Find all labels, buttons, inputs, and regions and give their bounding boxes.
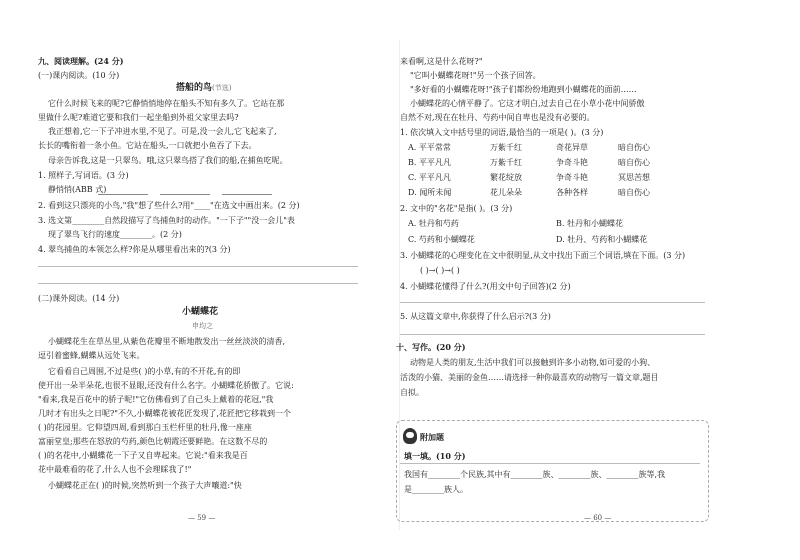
p1-question-1-example: 静悄悄(ABB 式) <box>48 185 107 194</box>
answer-line[interactable] <box>38 266 358 267</box>
p2-question-4: 4. 小蝴蝶花懂得了什么?(用文中句子回答)(2 分) <box>400 282 571 291</box>
p1-question-4: 4. 翠鸟捕鱼的本领怎么样?你是从哪里看出来的?(3 分) <box>38 245 231 254</box>
passage2-cont-line: "它叫小蝴蝶花呀!"另一个孩子回答。 <box>410 71 541 80</box>
option-word: 万紫千红 <box>490 158 522 167</box>
option-word: 各种各样 <box>556 188 588 197</box>
answer-line[interactable] <box>400 302 705 303</box>
passage2-cont-line: 小蝴蝶花的心情平静了。它这才明白,过去自己在小草小花中间骄傲 <box>410 99 645 108</box>
passage1-title: 搭船的鸟(节选) <box>176 83 232 93</box>
passage2-title: 小蝴蝶花 <box>182 307 219 317</box>
answer-line[interactable] <box>400 334 705 335</box>
q2-option-d[interactable]: D. 牡丹、芍药和小蝴蝶花 <box>556 235 648 244</box>
bonus-line[interactable]: 我国有________个民族,其中有________族、________族、________族等,我 <box>404 470 666 479</box>
part2-heading: (二)课外阅读。(14 分) <box>38 294 120 303</box>
passage2-author: 申均之 <box>192 322 213 330</box>
option-row-a[interactable] <box>408 142 708 153</box>
writing-prompt-line: 动物是人类的朋友,生活中我们可以接触到许多小动物,如可爱的小狗、 <box>410 358 656 367</box>
passage2-line: ( )的花园里。它仰望四周,看到那白玉栏杆里的牡丹,像一座座 <box>38 423 252 432</box>
passage2-cont-line: 来看啊,这是什么花呀?" <box>400 57 483 66</box>
p2-question-3-blanks[interactable]: ( )→( )→( ) <box>420 266 460 275</box>
p1-question-1: 1. 照样子,写词语。(3 分) <box>38 171 129 180</box>
writing-prompt-line: 活泼的小猫、美丽的金鱼……请选择一种你最喜欢的动物写一篇文章,题目 <box>400 373 659 382</box>
option-label: C. 平平凡凡 <box>408 173 451 182</box>
passage2-line: 小蝴蝶花正在( )的时候,突然听到一个孩子大声嚷道:"快 <box>48 481 242 490</box>
option-word: 争奇斗艳 <box>556 158 588 167</box>
option-row-b[interactable] <box>408 157 708 168</box>
writing-heading: 十、写作。(20 分) <box>396 342 466 352</box>
answer-blank[interactable] <box>222 194 272 195</box>
option-word: 奇花异草 <box>556 143 588 152</box>
bonus-divider <box>400 463 700 464</box>
passage2-cont-line: 自然不对,现在在牡丹、芍药中间自卑也是没有必要的。 <box>400 113 595 122</box>
p1-question-3: 3. 选文第________自然段描写了鸟捕鱼时的动作。"一下子""没一会儿"表 <box>38 216 295 225</box>
option-word: 花儿朵朵 <box>490 188 522 197</box>
q2-option-c[interactable]: C. 芍药和小蝴蝶花 <box>408 235 475 244</box>
answer-blank[interactable] <box>98 194 148 195</box>
option-label: D. 闻所未闻 <box>408 188 452 197</box>
passage2-line: 它看看自己周围,不过是些( )的小草,有的不开花,有的即 <box>48 367 241 376</box>
q2-option-b[interactable]: B. 牡丹和小蝴蝶花 <box>556 219 623 228</box>
answer-blank[interactable] <box>160 194 210 195</box>
passage2-line: 富丽堂皇;那些在怒放的芍药,颜色比朝霞还要鲜艳。在这数不尽的 <box>38 437 268 446</box>
option-label: A. 平平常常 <box>408 143 451 152</box>
option-row-d[interactable] <box>408 187 708 198</box>
passage1-line: 它什么时候飞来的呢?它静悄悄地停在船头不知有多久了。它站在那 <box>48 99 285 108</box>
passage1-line: 长长的嘴衔着一条小鱼。它站在船头,一口就把小鱼吞了下去。 <box>38 141 257 150</box>
bonus-mascot-icon <box>403 428 417 444</box>
passage2-line: ( )的名花中,小蝴蝶花一下子又自卑起来。它说:"看来我是百 <box>38 451 248 460</box>
passage1-line: 我正想着,它一下子冲进水里,不见了。可是,没一会儿,它飞起来了, <box>48 127 277 136</box>
p2-question-1: 1. 依次填入文中括号里的词语,最恰当的一项是( )。(3 分) <box>400 128 604 137</box>
passage2-line: 使开出一朵半朵花,也很不显眼,还没有什么名字。小蝴蝶花骄傲了。它说: <box>38 381 294 390</box>
p2-question-5: 5. 从这篇文章中,你获得了什么启示?(3 分) <box>400 312 551 321</box>
bonus-line[interactable]: 是________族人。 <box>404 485 468 494</box>
bonus-label: 附加题 <box>420 432 444 442</box>
option-word: 万紫千红 <box>490 143 522 152</box>
section-heading-reading: 九、阅读理解。(24 分) <box>38 56 124 66</box>
passage2-line: 花中最难看的花了,什么人也不会理睬我了!" <box>38 465 192 474</box>
option-word: 暗自伤心 <box>618 143 650 152</box>
option-word: 暗自伤心 <box>618 158 650 167</box>
p1-question-3-cont: 现了翠鸟飞行的速度________。(2 分) <box>48 230 182 239</box>
passage2-line: 小蝴蝶花生在草丛里,从紫色花瓣里不断地散发出一丝丝淡淡的清香, <box>48 337 286 346</box>
answer-line[interactable] <box>38 283 358 284</box>
page-number-left: — 59 — <box>188 514 216 522</box>
q2-option-a[interactable]: A. 牡丹和芍药 <box>408 219 459 228</box>
passage1-line: 母亲告诉我,这是一只翠鸟。哦,这只翠鸟搭了我们的船,在捕鱼吃呢。 <box>48 156 288 165</box>
p2-question-3: 3. 小蝴蝶花的心理变化在文中很明显,从文中找出下面三个词语,填在下面。(3 分) <box>400 251 686 260</box>
passage2-line: 几时才有出头之日呢?"不久,小蝴蝶花被花匠发现了,花匠把它移栽到一个 <box>38 409 292 418</box>
page-number-right: — 60 — <box>584 514 612 522</box>
option-word: 暗自伤心 <box>618 188 650 197</box>
option-word: 争奇斗艳 <box>556 173 588 182</box>
writing-prompt-line: 自拟。 <box>400 388 424 397</box>
option-word: 繁花绽放 <box>490 173 522 182</box>
passage2-line: 逗引着蜜蜂,蝴蝶从远处飞来。 <box>38 351 145 360</box>
option-word: 冥思苦想 <box>618 173 650 182</box>
bonus-heading: 填一填。(10 分) <box>404 451 466 461</box>
passage1-line: 里做什么呢?难道它要和我们一起坐船到外祖父家里去吗? <box>38 113 239 122</box>
part1-heading: (一)课内阅读。(10 分) <box>38 71 120 80</box>
option-label: B. 平平凡凡 <box>408 158 451 167</box>
option-row-c[interactable] <box>408 172 708 183</box>
passage2-cont-line: "多好看的小蝴蝶花呀!"孩子们都纷纷地跑到小蝴蝶花的面前…… <box>410 85 637 94</box>
p1-question-2: 2. 看到这只漂亮的小鸟,"我"想了些什么?用"____"在选文中画出来。(2 分) <box>38 201 300 210</box>
passage2-line: "看来,我是百花中的骄子呢!"它仿佛看到了自己头上戴着的花冠,"我 <box>38 395 274 404</box>
p2-question-2: 2. 文中的"名花"是指( )。(3 分) <box>400 204 513 213</box>
